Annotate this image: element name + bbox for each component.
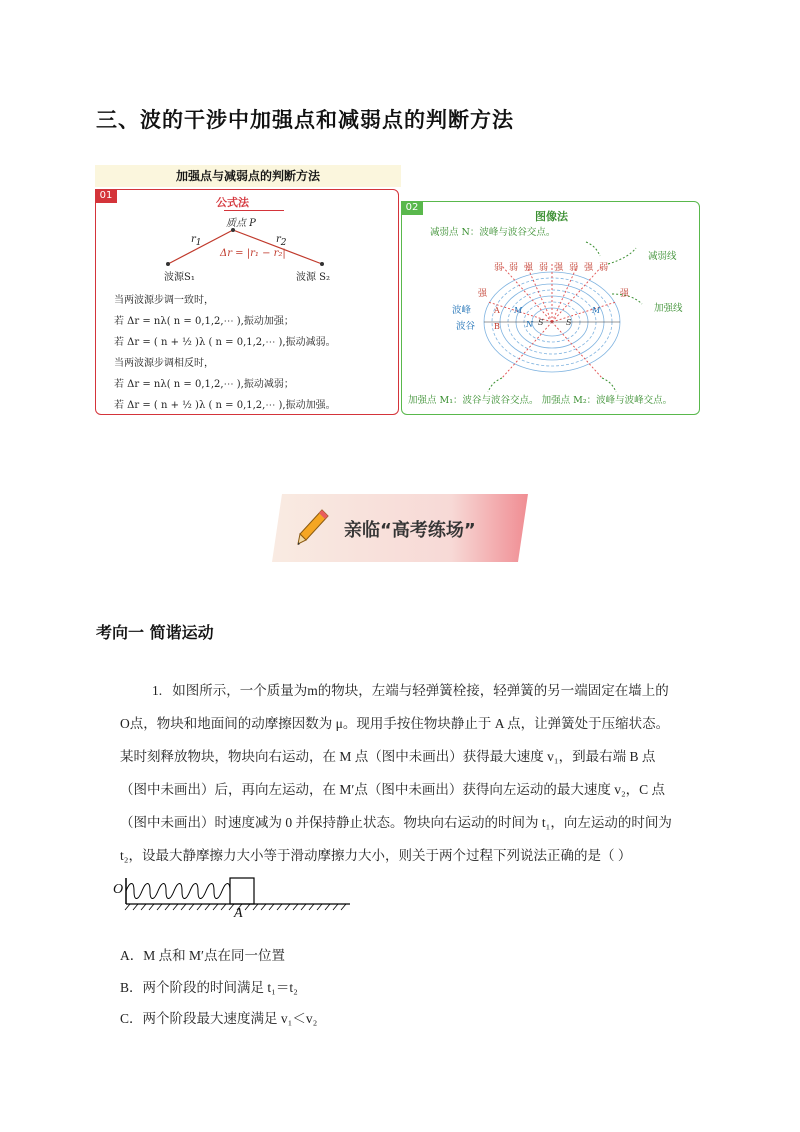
point-m1: M — [514, 306, 523, 315]
weak-line-label: 减弱线 — [648, 251, 677, 262]
question-line: 1. 如图所示，一个质量为m的物块，左端与轻弹簧栓接，轻弹簧的另一端固定在墙上的 — [152, 683, 669, 698]
label-o: O — [113, 882, 124, 897]
point-m2: M — [592, 306, 601, 315]
method-diagram — [95, 165, 701, 415]
image-method-title: 图像法 — [535, 210, 568, 223]
formula-line: 若 Δr = nλ( n = 0,1,2,⋯ ),振动加强； — [114, 316, 294, 327]
weak-point-note: 减弱点 N：波峰与波谷交点。 — [430, 227, 556, 238]
banner-text: 亲临“高考练场” — [344, 520, 476, 541]
panel-header: 加强点与减弱点的判断方法 — [95, 165, 401, 187]
practice-banner — [272, 494, 528, 562]
tag-01: 01 — [95, 189, 117, 203]
formula-line: 若 Δr = ( n + ½ )λ ( n = 0,1,2,⋯ ),振动减弱。 — [114, 337, 336, 348]
option-a: A．M 点和 M′点在同一位置 — [120, 948, 285, 963]
side-label-left: 强 — [478, 289, 488, 299]
source1-label: 波源S₁ — [164, 272, 195, 283]
formula-lines — [114, 290, 336, 416]
source2-label: 波源 S₂ — [296, 272, 331, 283]
crest-label: 波峰 — [452, 305, 472, 316]
formula-line: 若 Δr = nλ( n = 0,1,2,⋯ ),振动减弱； — [114, 379, 294, 390]
option-b: B．两个阶段的时间满足 t₁＝t₂ — [120, 980, 298, 995]
trough-label: 波谷 — [456, 321, 476, 332]
question-text — [120, 674, 710, 872]
formula-line: 若 Δr = ( n + ½ )λ ( n = 0,1,2,⋯ ),振动加强。 — [114, 400, 336, 411]
question-line: 某时刻释放物块，物块向右运动，在 M 点（图中未画出）获得最大速度 v₁，到最右端 B 点 — [120, 749, 656, 764]
bottom-note: 加强点 M₁：波谷与波谷交点。 加强点 M₂：波峰与波峰交点。 — [408, 395, 673, 406]
point-s2: S — [566, 318, 572, 327]
pencil-icon — [296, 508, 330, 548]
point-n: N — [526, 320, 533, 329]
triangle-figure — [96, 190, 398, 280]
r2-label: $r_2$ — [276, 234, 287, 248]
top-labels: 弱弱强弱强弱强弱 — [494, 263, 615, 273]
question-line: （图中未画出）后，再向左运动，在 M′点（图中未画出）获得向左运动的最大速度 v₂，C 点 — [120, 782, 666, 797]
strong-line-label: 加强线 — [654, 303, 683, 314]
section-title: 三、波的干涉中加强点和减弱点的判断方法 — [96, 108, 514, 132]
formula-method-box — [95, 189, 399, 415]
tag-02: 02 — [401, 201, 423, 215]
point-p-label: 质点 P — [226, 218, 256, 229]
option-c: C．两个阶段最大速度满足 v₁＜v₂ — [120, 1011, 318, 1026]
question-line: O点，物块和地面间的动摩擦因数为 μ。现用手按住物块静止于 A 点，让弹簧处于压缩状态。 — [120, 716, 670, 731]
question-line: t₂，设最大静摩擦力大小等于滑动摩擦力大小，则关于两个过程下列说法正确的是（ ） — [120, 848, 632, 863]
letter-b: B — [494, 322, 500, 331]
letter-a: A — [494, 306, 500, 315]
side-label-right: 强 — [620, 289, 630, 299]
interference-pattern — [402, 202, 699, 414]
formula-line: 当两波源步调相反时， — [114, 358, 214, 369]
topic-heading: 考向一 简谐运动 — [96, 623, 214, 642]
image-method-box — [401, 201, 700, 415]
formula-line: 当两波源步调一致时， — [114, 295, 214, 306]
point-s1: S — [538, 318, 544, 327]
label-a: A — [234, 906, 243, 921]
r1-label: $r_1$ — [191, 234, 202, 248]
question-number: 1. — [152, 683, 163, 698]
question-line: （图中未画出）时速度减为 0 并保持静止状态。物块向右运动的时间为 t₁，向左运动的时间为 — [120, 815, 672, 830]
delta-formula: Δr = |r₁ − r₂| — [220, 248, 286, 259]
formula-method-title: 公式法 — [216, 196, 249, 209]
